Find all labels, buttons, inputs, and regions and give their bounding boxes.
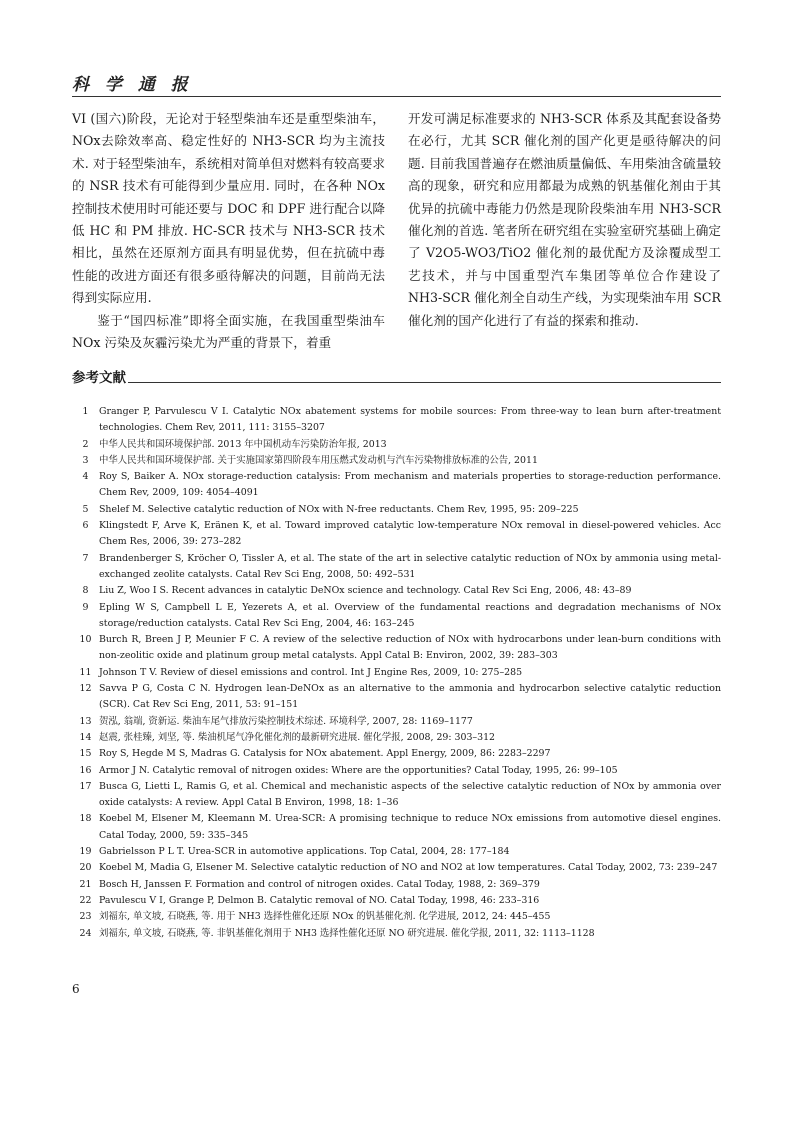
reference-text: Brandenberger S, Kröcher O, Tissler A, et al. The state of the art in selective catalytic reduction of NOx by ammonia using metal-exchanged zeolite catalysts. Catal Rev Sci Eng, 2008, 50: 492–531	[99, 552, 721, 580]
reference-number: 16	[79, 764, 92, 776]
journal-title: 科 学 通 报	[72, 75, 193, 95]
reference-item	[72, 909, 721, 925]
reference-number: 9	[82, 601, 89, 613]
reference-number: 8	[82, 585, 89, 597]
header-rule	[72, 96, 721, 97]
reference-number: 2	[82, 438, 89, 450]
reference-text: Koebel M, Elsener M, Kleemann M. Urea-SCR: A promising technique to reduce NOx emissions from automotive diesel engines. Catal Today, 2000, 59: 335–345	[99, 813, 721, 841]
body-paragraph: 开发可满足标准要求的 NH3-SCR 体系及其配套设备势在必行，尤其 SCR 催化剂的国产化更是亟待解决的问题. 目前我国普遍存在燃油质量偏低、车用柴油含硫量较高的现象，研究和应用都最为成熟的钒基催化剂由于其优异的抗硫中毒能力仍然是现阶段柴油车用 NH3-SCR 催化剂的首选. 笔者所在研究组在实验室研究基础上确定了 V2O5-WO3/TiO2 催化剂的最优配方及涂覆成型工艺技术，并与中国重型汽车集团等单位合作建设了 NH3-SCR 催化剂全自动生产线，为实现柴油车用 SCR 催化剂的国产化进行了有益的探索和推动.	[408, 111, 721, 328]
reference-item	[72, 779, 721, 812]
reference-text: Roy S, Baiker A. NOx storage-reduction catalysis: From mechanism and materials properties to storage-reduction performance. Chem Rev, 2009, 109: 4054–4091	[99, 471, 721, 499]
references-rule	[128, 382, 721, 383]
reference-text: Klingstedt F, Arve K, Eränen K, et al. Toward improved catalytic low-temperature NOx removal in diesel-powered vehicles. Acc Chem Res, 2006, 39: 273–282	[99, 520, 721, 548]
reference-item	[72, 844, 721, 860]
reference-number: 10	[79, 634, 92, 646]
body-right-column	[408, 108, 721, 332]
reference-text: Gabrielsson P L T. Urea-SCR in automotive applications. Top Catal, 2004, 28: 177–184	[99, 846, 510, 858]
reference-item	[72, 632, 721, 665]
references-header	[72, 368, 721, 386]
reference-number: 3	[82, 454, 89, 466]
reference-number: 24	[79, 927, 92, 939]
reference-item	[72, 763, 721, 779]
reference-item	[72, 502, 721, 518]
reference-item	[72, 926, 721, 942]
reference-text: Shelef M. Selective catalytic reduction of NOx with N-free reductants. Chem Rev, 1995, 95: 209–225	[99, 503, 579, 515]
reference-item	[72, 665, 721, 681]
reference-item	[72, 860, 721, 876]
reference-number: 19	[79, 846, 92, 858]
reference-item	[72, 714, 721, 730]
reference-number: 7	[82, 552, 89, 564]
reference-number: 12	[79, 683, 92, 695]
reference-text: Pavulescu V I, Grange P, Delmon B. Catalytic removal of NO. Catal Today, 1998, 46: 233–316	[99, 894, 540, 906]
reference-item	[72, 893, 721, 909]
reference-text: Johnson T V. Review of diesel emissions and control. Int J Engine Res, 2009, 10: 275–285	[99, 666, 523, 678]
reference-text: Savva P G, Costa C N. Hydrogen lean-DeNOx as an alternative to the ammonia and hydrocarbon selective catalytic reduction (SCR). Cat Rev Sci Eng, 2011, 53: 91–151	[99, 683, 721, 711]
reference-text: 贺泓, 翁端, 资新运. 柴油车尾气排放污染控制技术综述. 环境科学, 2007, 28: 1169–1177	[99, 715, 473, 727]
reference-item	[72, 518, 721, 551]
body-paragraph: 鉴于“国四标准”即将全面实施，在我国重型柴油车 NOx 污染及灰霾污染尤为严重的背景下，着重	[72, 312, 385, 351]
reference-number: 15	[79, 748, 92, 760]
reference-item	[72, 437, 721, 453]
reference-number: 18	[79, 813, 92, 825]
reference-number: 23	[79, 911, 92, 923]
reference-item	[72, 453, 721, 469]
reference-text: 刘福东, 单文坡, 石晓燕, 等. 非钒基催化剂用于 NH3 选择性催化还原 NO 研究进展. 催化学报, 2011, 32: 1113–1128	[99, 927, 595, 939]
reference-number: 5	[82, 503, 89, 515]
body-paragraph: VI (国六)阶段，无论对于轻型柴油车还是重型柴油车，NOx去除效率高、稳定性好的 NH3-SCR 均为主流技术. 对于轻型柴油车，系统相对简单但对燃料有较高要求的 NSR 技术有可能得到少量应用. 同时，在各种 NOx 控制技术使用时可能还要与 DOC 和 DPF 进行配合以降低 HC 和 PM 排放. HC-SCR 技术与 NH3-SCR 技术相比，虽然在还原剂方面具有明显优势，但在抗硫中毒性能的改进方面还有很多亟待解决的问题，目前尚无法得到实际应用.	[72, 111, 385, 306]
reference-number: 17	[79, 780, 92, 792]
reference-number: 22	[79, 894, 92, 906]
reference-text: Busca G, Lietti L, Ramis G, et al. Chemical and mechanistic aspects of the selective catalytic reduction of NOx by ammonia over oxide catalysts: A review. Appl Catal B Environ, 1998, 18: 1–36	[99, 780, 721, 809]
body-left-column	[72, 108, 385, 354]
references-title: 参考文献	[72, 370, 126, 386]
reference-number: 14	[79, 731, 92, 743]
reference-number: 13	[79, 715, 92, 727]
reference-text: Roy S, Hegde M S, Madras G. Catalysis for NOx abatement. Appl Energy, 2009, 86: 2283–2297	[99, 748, 551, 760]
page-number: 6	[72, 982, 80, 996]
reference-text: Epling W S, Campbell L E, Yezerets A, et al. Overview of the fundamental reactions and degradation mechanisms of NOx storage/reduction catalysts. Catal Rev Sci Eng, 2004, 46: 163–245	[99, 601, 721, 629]
reference-text: Armor J N. Catalytic removal of nitrogen oxides: Where are the opportunities? Catal Today, 1995, 26: 99–105	[99, 764, 618, 776]
reference-item	[72, 746, 721, 762]
reference-text: Liu Z, Woo I S. Recent advances in catalytic DeNOx science and technology. Catal Rev Sci Eng, 2006, 48: 43–89	[99, 585, 632, 597]
reference-item	[72, 404, 721, 437]
reference-text: Bosch H, Janssen F. Formation and control of nitrogen oxides. Catal Today, 1988, 2: 369–379	[99, 878, 540, 890]
reference-item	[72, 600, 721, 633]
reference-item	[72, 583, 721, 599]
reference-number: 21	[79, 878, 92, 890]
reference-item	[72, 469, 721, 502]
reference-list	[72, 404, 721, 942]
reference-item	[72, 877, 721, 893]
reference-text: 中华人民共和国环境保护部. 关于实施国家第四阶段车用压燃式发动机与汽车污染物排放标准的公告, 2011	[99, 454, 538, 466]
reference-text: Granger P, Parvulescu V I. Catalytic NOx abatement systems for mobile sources: From three-way to lean burn after-treatment technologies. Chem Rev, 2011, 111: 3155–3207	[99, 406, 721, 434]
reference-number: 4	[82, 471, 89, 483]
reference-number: 11	[79, 666, 92, 678]
reference-text: 刘福东, 单文坡, 石晓燕, 等. 用于 NH3 选择性催化还原 NOx 的钒基催化剂. 化学进展, 2012, 24: 445–455	[99, 911, 551, 923]
reference-number: 1	[82, 406, 89, 417]
reference-item	[72, 551, 721, 584]
reference-number: 20	[79, 862, 92, 874]
reference-text: 赵震, 张桂臻, 刘坚, 等. 柴油机尾气净化催化剂的最新研究进展. 催化学报, 2008, 29: 303–312	[99, 731, 496, 743]
reference-text: Burch R, Breen J P, Meunier F C. A review of the selective reduction of NOx with hydrocarbons under lean-burn conditions with non-zeolitic oxide and platinum group metal catalysts. Appl Catal B: Environ, 2002, 39: 283–303	[99, 634, 721, 662]
reference-number: 6	[82, 520, 89, 532]
reference-item	[72, 811, 721, 844]
reference-text: Koebel M, Madia G, Elsener M. Selective catalytic reduction of NO and NO2 at low temperatures. Catal Today, 2002, 73: 239–247	[99, 862, 718, 874]
reference-item	[72, 681, 721, 714]
reference-text: 中华人民共和国环境保护部. 2013 年中国机动车污染防治年报, 2013	[99, 438, 387, 450]
reference-item	[72, 730, 721, 746]
